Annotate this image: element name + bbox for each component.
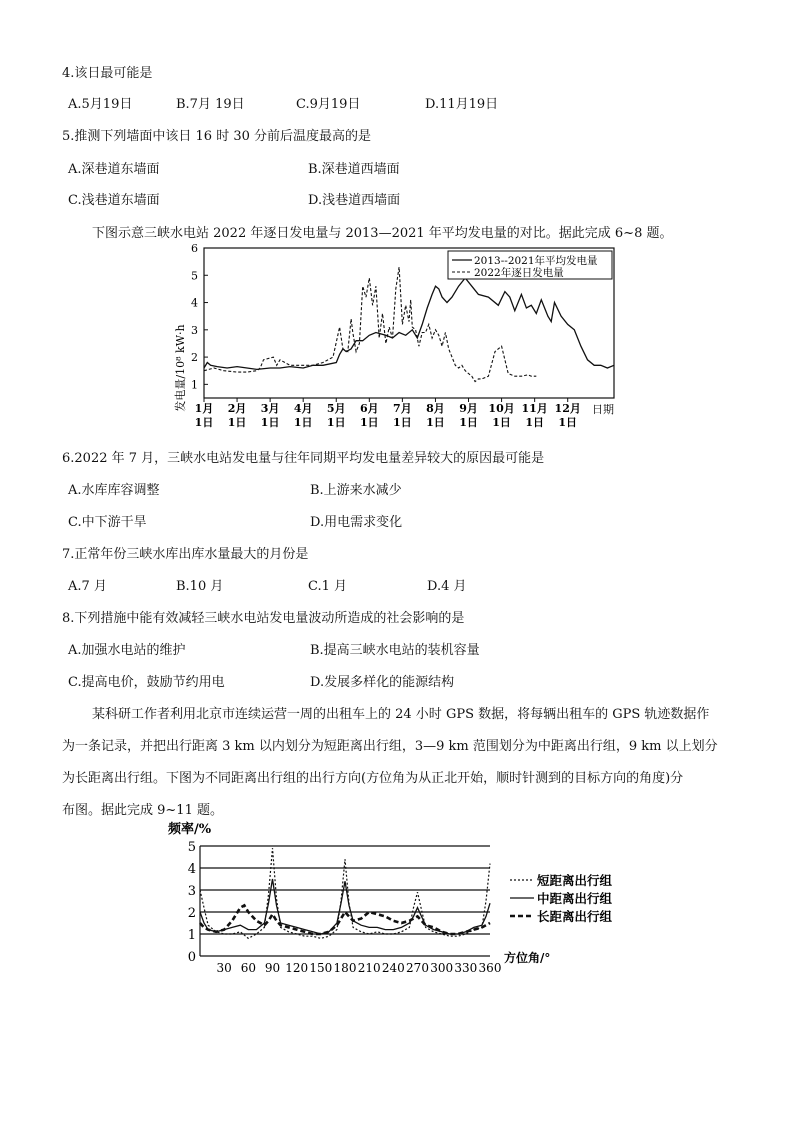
chart2-legend-label: 中距离出行组 [537, 891, 613, 906]
chart2-legend-label: 短距离出行组 [537, 873, 613, 888]
intro-9-11-line2: 为一条记录，并把出行距离 3 km 以内划分为短距离出行组，3—9 km 范围划分为中距离出行组，9 km 以上划分 [62, 739, 718, 754]
chart1-xtick-day: 1日 [558, 416, 578, 429]
chart1-xtick-day: 1日 [326, 416, 346, 429]
q8-stem: 8.下列措施中能有效减轻三峡水电站发电量波动所造成的社会影响的是 [62, 611, 465, 626]
chart1-xtick-day: 1日 [293, 416, 313, 429]
chart1-series-line-2 [204, 267, 536, 382]
chart1-xtick-day: 1日 [393, 416, 412, 429]
q5-option-c: C.浅巷道东墙面 [68, 193, 160, 208]
chart2-ytick-label: 0 [187, 950, 196, 965]
chart1-legend-label: 2022年逐日发电量 [474, 267, 564, 279]
chart1-xtick-month: 3月 [260, 402, 280, 415]
chart1-xtick-month: 1月 [194, 402, 214, 415]
chart1-xtick-month: 11月 [521, 402, 548, 415]
q7-option-a: A.7 月 [68, 579, 107, 594]
chart1-xtick-month: 2月 [227, 402, 247, 415]
q5-option-a: A.深巷道东墙面 [68, 162, 160, 177]
chart1-xtick-day: 1日 [426, 416, 445, 429]
q5-option-b: B.深巷道西墙面 [308, 162, 400, 177]
chart2-ytick-label: 3 [187, 884, 196, 899]
chart2-xtick-label: 30 [216, 961, 232, 975]
chart1-xtick-month: 4月 [293, 402, 313, 415]
intro-6-8: 下图示意三峡水电站 2022 年逐日发电量与 2013—2021 年平均发电量的对比。据此完成 6~8 题。 [92, 226, 673, 241]
chart1-xtick-month: 10月 [488, 402, 515, 415]
chart1-ytick-label: 3 [191, 323, 198, 337]
chart2-xtick-label: 300 [430, 961, 454, 975]
q4-stem: 4.该日最可能是 [62, 66, 153, 81]
q4-option-d: D.11月19日 [425, 97, 499, 112]
q7-option-d: D.4 月 [427, 579, 467, 594]
chart1-ytick-label: 1 [191, 378, 198, 392]
chart1-xtick-day: 1日 [492, 416, 511, 429]
chart2-xtick-label: 120 [285, 961, 309, 975]
chart1-xtick-day: 1日 [459, 416, 478, 429]
chart2-xtick-label: 270 [406, 961, 429, 975]
chart1-xtick-month: 8月 [426, 402, 445, 415]
chart1-xtick-day: 1日 [194, 416, 214, 429]
chart1-xtick-month: 5月 [326, 402, 346, 415]
chart2-ytick-label: 4 [187, 862, 196, 877]
chart1-ylabel: 发电量/10⁸ kW·h [174, 324, 187, 412]
chart2-ylabel: 频率/% [168, 822, 212, 837]
chart2-xtick-label: 90 [264, 961, 281, 975]
chart1-ytick-label: 4 [191, 296, 198, 310]
chart1-xtick-month: 9月 [459, 402, 478, 415]
chart2-xtick-label: 60 [240, 961, 256, 975]
chart2-ytick-label: 2 [187, 906, 196, 921]
chart1-series-line-1 [204, 278, 614, 369]
intro-9-11-line4: 布图。据此完成 9~11 题。 [62, 803, 223, 818]
q5-stem: 5.推测下列墙面中该日 16 时 30 分前后温度最高的是 [62, 129, 372, 144]
chart1-ytick-label: 2 [191, 351, 198, 365]
q6-stem: 6.2022 年 7 月，三峡水电站发电量与往年同期平均发电量差异较大的原因最可能是 [62, 451, 545, 466]
chart2-series-line-1 [200, 848, 490, 938]
chart1-xtick-day: 1日 [227, 416, 247, 429]
q7-option-b: B.10 月 [176, 579, 224, 594]
chart1-ytick-label: 5 [191, 269, 198, 283]
q8-option-b: B.提高三峡水电站的装机容量 [310, 643, 480, 658]
chart1-xtick-day: 1日 [260, 416, 280, 429]
q6-option-b: B.上游来水减少 [310, 483, 402, 498]
chart2-series-line-3 [200, 905, 490, 934]
chart2-xtick-label: 240 [381, 961, 405, 975]
taxi-direction-chart [160, 818, 630, 978]
intro-9-11-line1: 某科研工作者利用北京市连续运营一周的出租车上的 24 小时 GPS 数据，将每辆出租车的 GPS 轨迹数据作 [92, 707, 710, 722]
intro-9-11-line3: 为长距离出行组。下图为不同距离出行组的出行方向(方位角为从正北开始，顺时针测到的目标方向的角度)分 [62, 771, 684, 786]
q8-option-c: C.提高电价，鼓励节约用电 [68, 675, 225, 690]
chart2-xlabel: 方位角/° [504, 951, 551, 965]
chart1-ytick-label: 6 [191, 242, 198, 255]
chart1-xtick-day: 1日 [525, 416, 544, 429]
chart2-xtick-label: 210 [357, 961, 381, 975]
chart2-xtick-label: 360 [478, 961, 502, 975]
chart1-xtick-month: 7月 [393, 402, 412, 415]
chart1-legend-label: 2013--2021年平均发电量 [474, 255, 598, 267]
chart1-xtick-month: 12月 [554, 402, 581, 415]
chart2-xtick-label: 150 [309, 961, 333, 975]
q8-option-a: A.加强水电站的维护 [68, 643, 186, 658]
q6-option-d: D.用电需求变化 [310, 515, 403, 530]
chart2-ytick-label: 5 [187, 840, 196, 855]
chart2-xtick-label: 330 [454, 961, 478, 975]
q4-option-a: A.5月19日 [68, 97, 133, 112]
q5-option-d: D.浅巷道西墙面 [308, 193, 401, 208]
q6-option-a: A.水库库容调整 [68, 483, 160, 498]
q7-stem: 7.正常年份三峡水库出库水量最大的月份是 [62, 547, 309, 562]
power-generation-chart [170, 240, 630, 432]
q8-option-d: D.发展多样化的能源结构 [310, 675, 455, 690]
q6-option-c: C.中下游干旱 [68, 515, 147, 530]
q7-option-c: C.1 月 [308, 579, 348, 594]
chart2-legend-label: 长距离出行组 [537, 909, 613, 924]
q4-option-b: B.7月 19日 [176, 97, 245, 112]
chart1-xtick-month: 6月 [359, 402, 379, 415]
q4-option-c: C.9月19日 [296, 97, 361, 112]
chart2-xtick-label: 180 [333, 961, 357, 975]
chart1-xlabel: 日期 [592, 403, 614, 416]
chart1-xtick-day: 1日 [359, 416, 379, 429]
chart2-ytick-label: 1 [187, 928, 196, 943]
